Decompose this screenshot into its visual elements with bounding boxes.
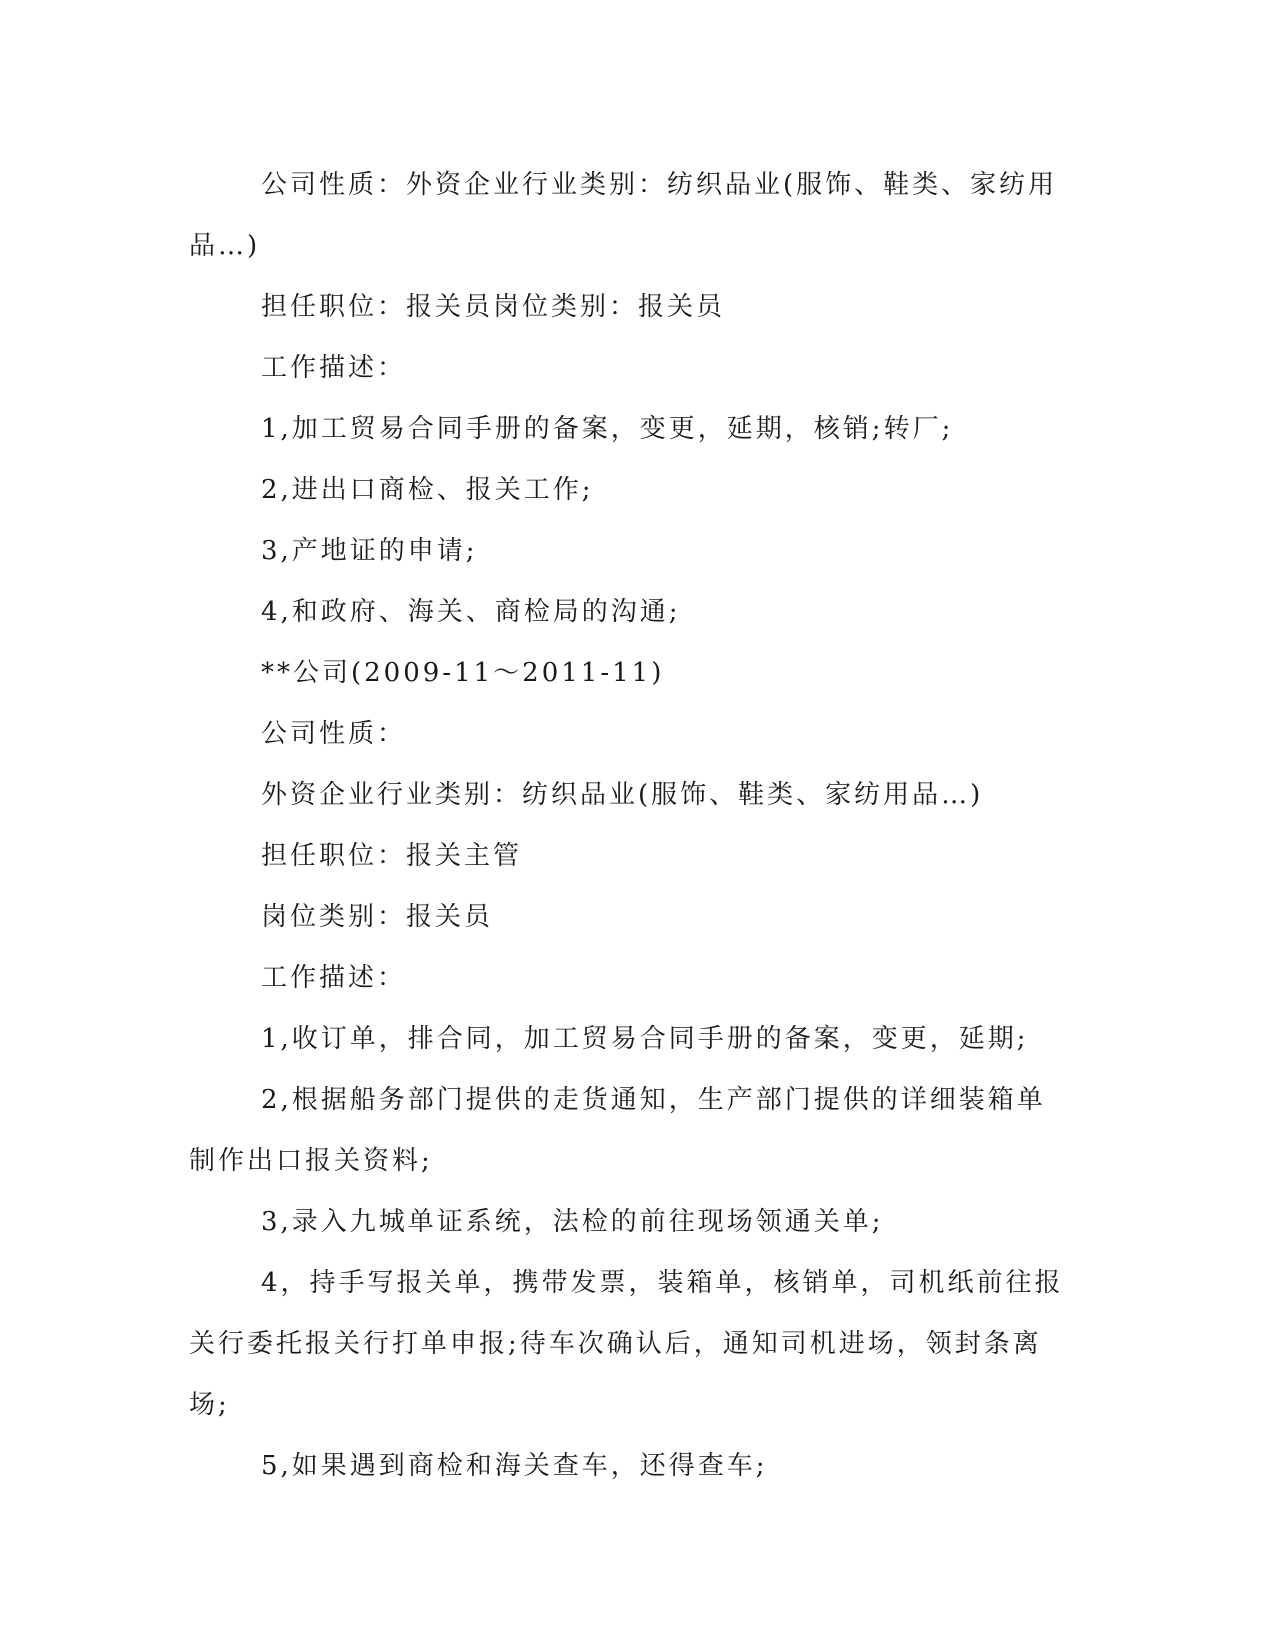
paragraph-duty-1-3: 3,产地证的申请; xyxy=(261,536,478,566)
document-body xyxy=(189,155,1069,1497)
paragraph-position-1: 担任职位：报关员岗位类别：报关员 xyxy=(261,292,726,322)
paragraph-company-nature-1: 公司性质：外资企业行业类别：纺织品业(服饰、鞋类、家纺用品…) xyxy=(189,170,1058,261)
paragraph-company-period: **公司(2009-11～2011-11) xyxy=(261,658,665,688)
paragraph-job-description-heading-2: 工作描述： xyxy=(261,963,407,993)
paragraph-duty-1-4: 4,和政府、海关、商检局的沟通; xyxy=(261,597,681,627)
paragraph-position-2: 担任职位：报关主管 xyxy=(261,841,523,871)
paragraph-duty-2-2: 2,根据船务部门提供的走货通知，生产部门提供的详细装箱单制作出口报关资料; xyxy=(189,1085,1046,1176)
paragraph-job-category-2: 岗位类别：报关员 xyxy=(261,902,494,932)
paragraph-duty-1-1: 1,加工贸易合同手册的备案，变更，延期，核销;转厂; xyxy=(261,414,954,444)
paragraph-duty-2-5: 5,如果遇到商检和海关查车，还得查车; xyxy=(261,1451,768,1481)
paragraph-company-nature-2: 公司性质： xyxy=(261,719,407,749)
paragraph-duty-1-2: 2,进出口商检、报关工作; xyxy=(261,475,594,505)
paragraph-duty-2-4: 4，持手写报关单，携带发票，装箱单，核销单，司机纸前往报关行委托报关行打单申报;待车次确认后，通知司机进场，领封条离场; xyxy=(189,1268,1064,1420)
paragraph-job-description-heading-1: 工作描述： xyxy=(261,353,407,383)
paragraph-duty-2-1: 1,收订单，排合同，加工贸易合同手册的备案，变更，延期; xyxy=(261,1024,1029,1054)
paragraph-duty-2-3: 3,录入九城单证系统，法检的前往现场领通关单; xyxy=(261,1207,884,1237)
paragraph-industry-2: 外资企业行业类别：纺织品业(服饰、鞋类、家纺用品…) xyxy=(261,780,984,810)
